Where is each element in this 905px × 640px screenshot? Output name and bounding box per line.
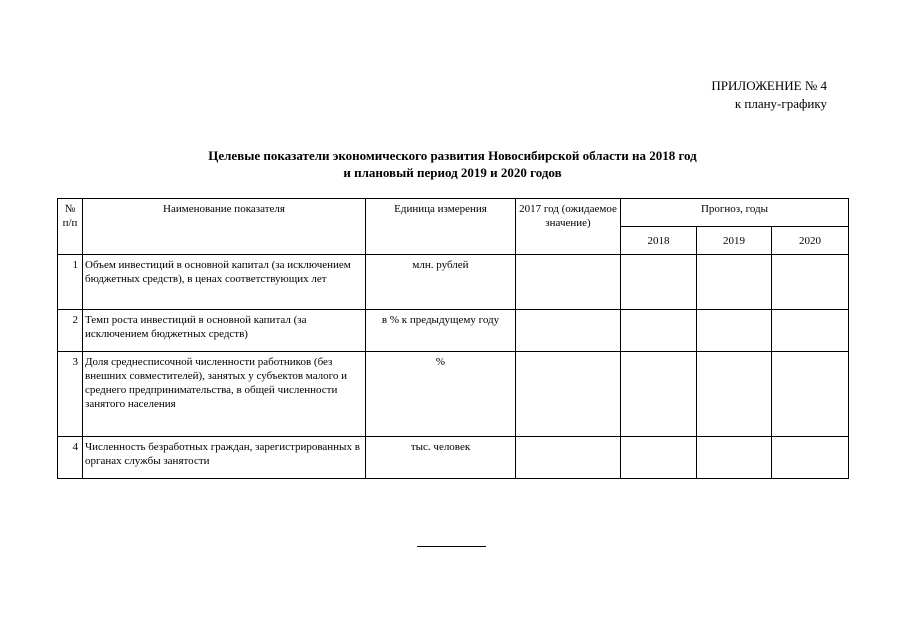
row-2018-cell [621, 310, 697, 352]
row-2019-cell [697, 310, 772, 352]
row-expected-cell [516, 352, 621, 437]
row-expected-cell [516, 255, 621, 310]
appendix-number: ПРИЛОЖЕНИЕ № 4 [711, 78, 827, 93]
row-unit: % [366, 352, 516, 437]
row-2018-cell [621, 352, 697, 437]
row-unit: тыс. человек [366, 437, 516, 479]
row-2019-cell [697, 352, 772, 437]
row-num: 3 [58, 352, 83, 437]
header-name: Наименование показателя [83, 199, 366, 255]
row-num: 2 [58, 310, 83, 352]
row-2019-cell [697, 437, 772, 479]
table-row [58, 310, 849, 352]
row-2020-cell [772, 310, 849, 352]
end-divider [417, 546, 486, 547]
table-row [58, 255, 849, 310]
row-2020-cell [772, 437, 849, 479]
indicators-table [57, 198, 849, 479]
appendix-header [711, 77, 827, 113]
title-line-1: Целевые показатели экономического развития Новосибирской области на 2018 год [208, 148, 697, 163]
table-row [58, 437, 849, 479]
row-name: Объем инвестиций в основной капитал (за исключением бюджетных средств), в ценах соответствующих лет [83, 255, 366, 310]
row-expected-cell [516, 437, 621, 479]
header-num: № п/п [58, 199, 83, 255]
header-expected: 2017 год (ожидаемое значение) [516, 199, 621, 255]
row-expected-cell [516, 310, 621, 352]
table-row [58, 352, 849, 437]
appendix-reference: к плану-графику [734, 96, 827, 111]
row-2019-cell [697, 255, 772, 310]
row-name: Доля среднесписочной численности работников (без внешних совместителей), занятых у субъектов малого и среднего предпринимательства, в общей численности занятого населения [83, 352, 366, 437]
document-title [0, 147, 905, 181]
row-num: 4 [58, 437, 83, 479]
row-unit: в % к предыдущему году [366, 310, 516, 352]
row-num: 1 [58, 255, 83, 310]
row-2020-cell [772, 352, 849, 437]
row-name: Темп роста инвестиций в основной капитал (за исключением бюджетных средств) [83, 310, 366, 352]
row-2020-cell [772, 255, 849, 310]
header-forecast: Прогноз, годы [621, 199, 849, 227]
title-line-2: и плановый период 2019 и 2020 годов [343, 165, 562, 180]
header-year-2018: 2018 [621, 227, 697, 255]
row-2018-cell [621, 437, 697, 479]
row-2018-cell [621, 255, 697, 310]
row-unit: млн. рублей [366, 255, 516, 310]
header-unit: Единица измерения [366, 199, 516, 255]
header-year-2019: 2019 [697, 227, 772, 255]
header-year-2020: 2020 [772, 227, 849, 255]
row-name: Численность безработных граждан, зарегистрированных в органах службы занятости [83, 437, 366, 479]
